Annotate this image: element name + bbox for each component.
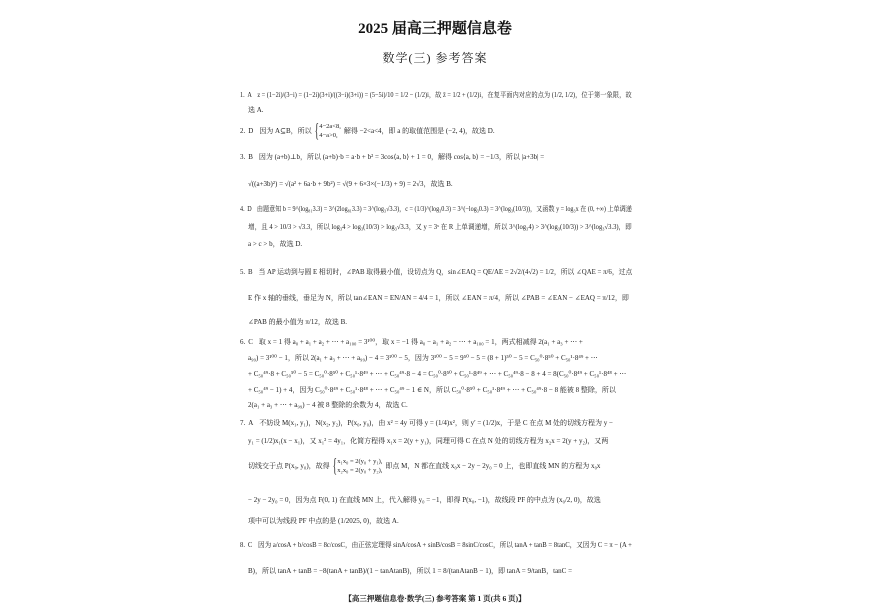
answer-text: 因为 (a+b)⊥b，所以 (a+b)·b = a·b + b² = 3cos⟨a, b⟩ + 1 = 0，解得 cos⟨a, b⟩ = −1/3，所以 |a+3b| =: [258, 153, 545, 161]
page-footer: 【高三押题信息卷·数学(三) 参考答案 第 1 页(共 6 页)】: [344, 594, 526, 603]
answer-text-line: [240, 90, 632, 100]
answer-text: 由题意知 b = 9^(log₈₁3.3) = 3^(2log₈₁3.3) = 3^(log₃√3.3)，c = (1/3)^(log₃0.3) = 3^(−log₃0.3) = 3^(log₃(10/3))，又函数 y = log₃x 在 (0, +∞) 上单调递: [256, 205, 632, 213]
answer-text-line: [240, 418, 613, 428]
answer-number: 4.: [240, 205, 245, 213]
answer-text-line: √((a+3b)²) = √(a² + 6a·b + 9b²) = √(9 + 6×3×(−1/3) + 9) = 2√3，故选 B.: [248, 180, 453, 188]
answer-text-line: 项中可以为线段 PF 中点的是 (1/2025, 0)，故选 A.: [248, 517, 399, 525]
answer-text-line: 2(a₁ + a₃ + ⋯ + a₉₉) − 4 被 8 整除的余数为 4，故选 C.: [248, 401, 408, 409]
answer-text-line: [240, 152, 544, 162]
answer-text-line: 增，且 4 > 10/3 > √3.3，所以 log₃4 > log₃(10/3) > log₃√3.3，又 y = 3ˣ 在 R 上单调递增，所以 3^(log₃4) > 3^(log₃(10/3)) > 3^(log₃√3.3)，即: [248, 223, 632, 231]
answer-text-line: E 作 x 轴的垂线，垂足为 N，所以 tan∠EAN = EN/AN = 4/4 = 1，所以 ∠EAN = π/4，所以 ∠PAB = ∠EAN − ∠EAQ = π/12，即: [248, 294, 629, 302]
answer-choice: C: [247, 541, 253, 549]
answer-choice: B: [248, 153, 253, 161]
answer-choice: C: [248, 338, 253, 346]
left-brace-symbol: {: [314, 120, 319, 143]
answer-number: 1.: [240, 91, 245, 99]
system-row: 4−2a<8,: [319, 123, 341, 131]
system-row: x₁x₀ = 2(y₀ + y₁),: [337, 458, 383, 466]
answer-text-line: y₁ = (1/2)x₁(x − x₁)，又 x₁² = 4y₁，化简方程得 x₁x = 2(y + y₁)，同理可得 C 在点 N 处的切线方程为 x₂x = 2(y + y₂)，又两: [248, 437, 609, 445]
answer-number: 6.: [240, 338, 246, 346]
answer-text-line: B)，所以 tanA + tanB = −8(tanA + tanB)/(1 − tanAtanB)，所以 1 = 8/(tanAtanB − 1)，即 tanA = 9/tanB，tanC =: [248, 567, 573, 575]
answer-choice: D: [248, 127, 254, 135]
answer-text: 当 AP 运动到与圆 E 相切时，∠PAB 取得最小值，设切点为 Q，sin∠EAQ = QE/AE = 2√2/(4√2) = 1/2，所以 ∠QAE = π/6，过点: [258, 268, 633, 276]
answer-text: 取 x = 1 得 a₀ + a₁ + a₂ + ⋯ + a₁₀₀ = 3¹⁰⁰，取 x = −1 得 a₀ − a₁ + a₂ − ⋯ + a₁₀₀ = 1，两式相减得 2(a₁ + a₃ + ⋯ +: [258, 338, 583, 346]
answer-text: 解得 −2<a<4，即 a 的取值范围是 (−2, 4)，故选 D.: [343, 127, 495, 135]
answer-text-line: + C₅₀⁴⁹·8 + C₅₀⁵⁰ − 5 = C₅₀⁰·8⁵⁰ + C₅₀¹·8⁴⁹ + ⋯ + C₅₀⁴⁹·8 − 4 = C₅₀⁰·8⁵⁰ + C₅₀¹·8⁴⁹ + ⋯ + C₅₀⁴⁹·8 − 8 + 4 = 8(C₅₀⁰·8⁴⁹ + C₅₀¹·8⁴⁸ + ⋯: [248, 370, 627, 378]
left-brace-symbol: {: [332, 455, 337, 478]
answer-choice: D: [247, 205, 252, 213]
answer-text: z = (1−2i)/(3−i) = (1−2i)(3+i)/((3−i)(3+i)) = (5−5i)/10 = 1/2 − (1/2)i，故 z̄ = 1/2 + (1/2)i，在复平面内对应的点为 (1/2, 1/2)，位于第一象限，故: [257, 91, 632, 99]
system-row: 4−a>0,: [319, 132, 338, 140]
answer-text-line: [240, 267, 632, 277]
answer-text-line: 选 A.: [248, 106, 264, 114]
answer-text: 因为 A⊆B，所以: [259, 127, 312, 135]
answer-number: 8.: [240, 541, 245, 549]
answer-choice: A: [248, 419, 254, 427]
answer-text-line: a₉₉) = 3¹⁰⁰ − 1，所以 2(a₁ + a₃ + ⋯ + a₉₉) − 4 = 3¹⁰⁰ − 5，因为 3¹⁰⁰ − 5 = 9⁵⁰ − 5 = (8 + 1)⁵⁰ − 5 = C₅₀⁰·8⁵⁰ + C₅₀¹·8⁴⁹ + ⋯: [248, 354, 598, 362]
answer-text: 切线交于点 P(x₀, y₀)，故得: [248, 462, 330, 470]
answer-text-line: a > c > b，故选 D.: [248, 240, 303, 248]
answer-text-line: [248, 456, 600, 476]
answer-choice: B: [248, 268, 253, 276]
answer-text-line: + C₅₀⁴⁹ − 1) + 4，因为 C₅₀⁰·8⁴⁹ + C₅₀¹·8⁴⁸ + ⋯ + C₅₀⁴⁹ − 1 ∈ N，所以 C₅₀⁰·8⁵⁰ + C₅₀¹·8⁴⁹ + ⋯ + C₅₀⁴⁹·8 − 8 能被 8 整除，所以: [248, 386, 616, 394]
answer-text: 不妨设 M(x₁, y₁)，N(x₂, y₂)，P(x₀, y₀)，由 x² = 4y 可得 y = (1/4)x²，则 y′ = (1/2)x，于是 C 在点 M 处的切线方程为 y −: [259, 419, 613, 427]
answer-number: 7.: [240, 419, 246, 427]
page-subtitle: 数学(三) 参考答案: [382, 51, 488, 65]
answer-text-line: ∠PAB 的最小值为 π/12，故选 B.: [248, 318, 347, 326]
answer-number: 5.: [240, 268, 246, 276]
answer-number: 3.: [240, 153, 246, 161]
system-row: x₂x₀ = 2(y₀ + y₂),: [337, 467, 383, 475]
page-title: 2025 届高三押题信息卷: [358, 21, 512, 37]
inequality-system: [319, 122, 341, 140]
answer-text-line: [240, 540, 632, 550]
answer-text: 因为 a/cosA + b/cosB = 8c/cosC，由正弦定理得 sinA/cosA + sinB/cosB = 8sinC/cosC，所以 tanA + tanB = 8tanC，又因为 C = π − (A +: [257, 541, 632, 549]
equation-system: [337, 457, 382, 475]
answer-choice: A: [247, 91, 252, 99]
answer-number: 2.: [240, 127, 246, 135]
answer-text: 即点 M，N 都在直线 x₀x − 2y − 2y₀ = 0 上，也即直线 MN 的方程为 x₀x: [385, 462, 601, 470]
answer-text-line: [240, 204, 632, 214]
answer-text-line: [240, 337, 583, 347]
answer-text-line: [240, 121, 495, 141]
answer-text-line: − 2y − 2y₀ = 0，因为点 F(0, 1) 在直线 MN 上，代入解得 y₀ = −1，即得 P(x₀, −1)，故线段 PF 的中点为 (x₀/2, 0)，故选: [248, 496, 601, 504]
